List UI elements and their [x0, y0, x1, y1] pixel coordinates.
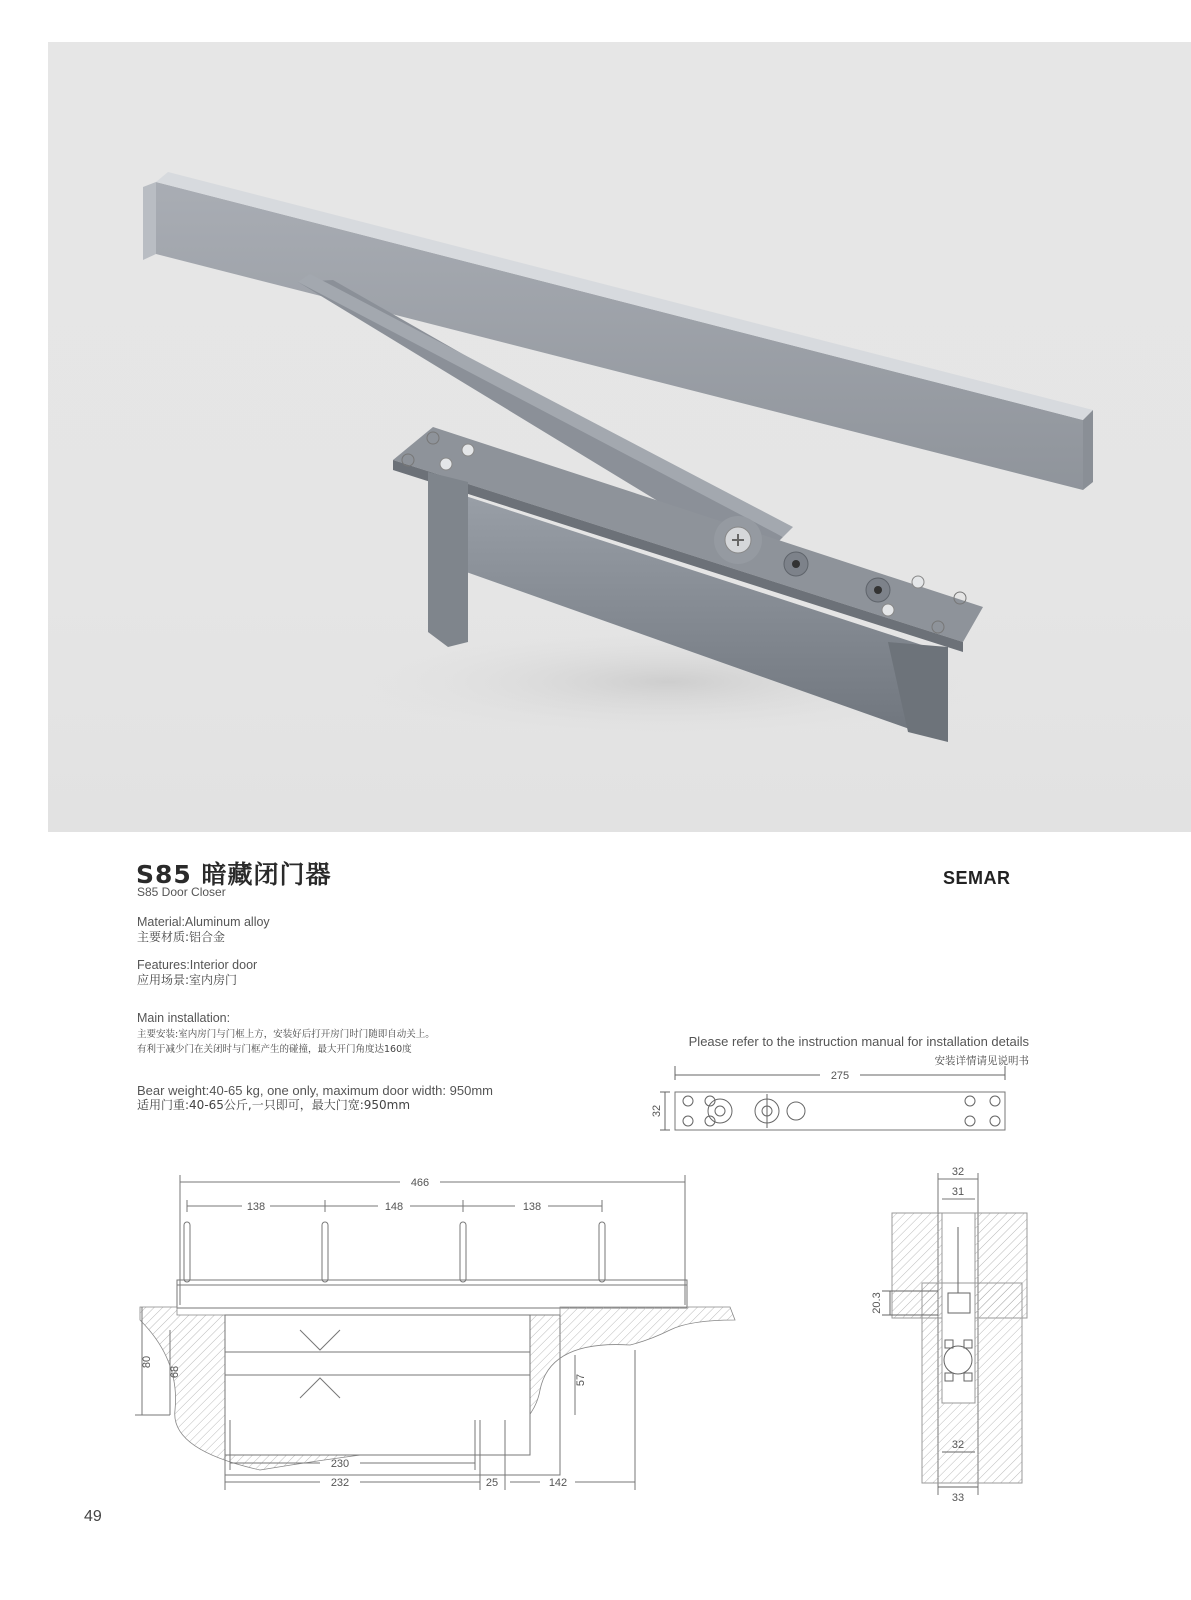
dim-section-side: 20.3	[871, 1292, 883, 1314]
dim-seg1: 138	[246, 1201, 266, 1213]
dim-seg2: 148	[384, 1201, 404, 1213]
dim-depth-right: 57	[575, 1373, 587, 1387]
product-title-en: S85 Door Closer	[137, 885, 226, 899]
dim-depth-outer: 80	[141, 1355, 153, 1369]
spec-material-en: Material:Aluminum alloy	[137, 915, 270, 929]
spec-bear-weight-cn: 适用门重:40-65公斤,一只即可，最大门宽:950mm	[137, 1098, 411, 1112]
dim-bottom-outer: 232	[330, 1477, 350, 1489]
brand-logo: SEMAR	[943, 868, 1011, 888]
dim-top-height: 32	[651, 1104, 663, 1118]
install-note-en: Please refer to the instruction manual for installation details	[688, 1034, 1029, 1049]
spec-installation-en: Main installation:	[137, 1011, 231, 1025]
product-photo	[48, 42, 1191, 832]
spec-installation-cn-2: 有利于减少门在关闭时与门框产生的碰撞，最大开门角度达160度	[137, 1044, 412, 1055]
spec-material-cn: 主要材质:铝合金	[137, 930, 226, 944]
dim-section-bottom-inner: 32	[951, 1439, 965, 1451]
dim-section-top-inner: 31	[951, 1186, 965, 1198]
dim-section-top-outer: 32	[951, 1166, 965, 1178]
spec-features-en: Features:Interior door	[137, 958, 258, 972]
dim-top-length: 275	[830, 1070, 850, 1082]
top-view-drawing	[640, 1060, 1020, 1140]
spec-material	[137, 915, 270, 945]
page-number: 49	[84, 1508, 102, 1525]
dim-bottom-inner: 230	[330, 1458, 350, 1470]
dim-seg3: 138	[522, 1201, 542, 1213]
section-view-drawing	[860, 1165, 1040, 1505]
dim-section-bottom-outer: 33	[951, 1492, 965, 1504]
dim-depth-inner: 68	[169, 1365, 181, 1379]
install-note-cn: 安装详情请见说明书	[934, 1055, 1029, 1067]
dim-bottom-right: 142	[548, 1477, 568, 1489]
product-title-cn: S85 暗藏闭门器	[136, 860, 332, 889]
door-closer-illustration	[48, 42, 1191, 832]
spec-bear-weight-en: Bear weight:40-65 kg, one only, maximum door width: 950mm	[137, 1083, 493, 1098]
side-view-drawing	[130, 1170, 750, 1500]
dim-bottom-gap: 25	[485, 1477, 499, 1489]
spec-features	[137, 958, 257, 988]
spec-installation	[137, 1011, 435, 1058]
spec-bear-weight	[137, 1083, 493, 1113]
spec-features-cn: 应用场景:室内房门	[137, 973, 238, 987]
dim-overall: 466	[410, 1177, 430, 1189]
spec-installation-cn-1: 主要安装:室内房门与门框上方，安装好后打开房门时门随即自动关上。	[137, 1029, 435, 1040]
